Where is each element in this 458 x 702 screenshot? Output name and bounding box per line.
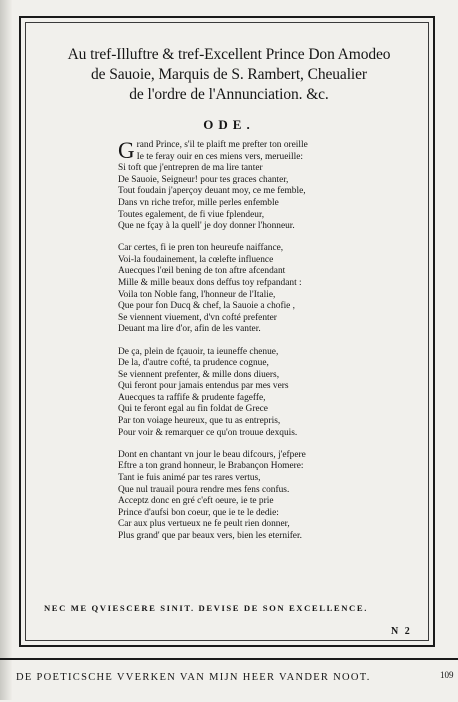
poem-line: Acceptz donc en gré c'eft oeure, ie te prie [118,496,274,507]
running-footer-title: DE POETICSCHE VVERKEN VAN MIJN HEER VANDER NOOT. [16,672,371,683]
poem-line: Deuant ma lire d'or, afin de les vanter. [118,324,261,335]
poem-line: Que pour fon Ducq & chef, la Sauoie a chofie , [118,301,296,312]
poem-line: Qui feront pour jamais entendus par mes vers [118,381,289,392]
page-number: 109 [440,670,454,680]
poem-line: Se viennent prefenter, & mille dons diuers, [118,369,280,380]
poem-line: Pour voir & remarquer ce qu'on trouue dexquis. [118,427,298,438]
poem-line: rand Prince, s'il te plaift me prefter ton oreille [136,140,308,150]
poem-line: Si toft que j'entrepren de ma lire tanter [118,163,263,174]
signature-mark: N 2 [391,626,412,637]
poem-line: Mille & mille beaux dons deffus toy refpandant : [118,278,302,289]
stanza [118,140,418,233]
poem-line: Qui te feront egal au fin foldat de Grece [118,404,268,415]
poem-line: Dans vn riche trefor, mille perles enfemble [118,197,279,208]
drop-cap: G [118,138,135,163]
poem-line: Par ton voiage heureux, que tu as entrepris, [118,416,281,427]
poem-line: Eftre a ton grand honneur, le Brabançon Homere: [118,461,304,472]
stanza [118,450,418,543]
poem-line: Se viennent viuement, d'vn cofté prefenter [118,312,277,323]
poem-line: Tout foudain j'aperçoy deuant moy, ce me femble, [118,186,306,197]
poem-line: Toutes egalement, de fi viue fplendeur, [118,209,265,220]
poem-line: De ça, plein de fçauoir, ta ieuneffe chenue, [118,346,279,357]
poem-body [118,140,418,553]
poem-line: Car aux plus vertueux ne fe peult rien donner, [118,519,290,530]
dedication-heading [20,45,438,105]
device-motto: NEC ME QVIESCERE SINIT. DEVISE DE SON EXCELLENCE. [44,603,368,613]
dedication-line-3: de l'ordre de l'Annunciation. &c. [129,86,329,103]
ode-title: ODE. [203,117,255,132]
stanza [118,347,418,440]
dedication-line-1: Au tref-Illuftre & tref-Excellent Prince Don Amodeo [67,46,391,63]
poem-line: Ie te feray ouir en ces miens vers, merueille: [136,151,303,162]
dedication-line-2: de Sauoie, Marquis de S. Rambert, Cheualier [91,66,367,83]
poem-line: Voi-la foudainement, la cœlefte influence [118,254,274,265]
poem-line: Prince d'aufsi bon coeur, que ie te le dedie: [118,507,279,518]
poem-line: Dont en chantant vn jour le beau difcours, j'efpere [118,449,306,460]
poem-line: Que ne fçay à la quell' je doy donner l'honneur. [118,221,295,232]
poem-line: Plus grand' que par beaux vers, bien les eternifer. [118,530,302,541]
poem-line: Que nul trauail poura rendre mes fens confus. [118,484,290,495]
poem-line: Car certes, fi ie pren ton heureufe naiffance, [118,243,284,254]
poem-line: De la, d'autre cofté, ta prudence cognue, [118,358,269,369]
poem-line: Auecques ta raffife & prudente fageffe, [118,392,266,403]
poem-line: Tant ie fuis animé par tes rares vertus, [118,472,261,483]
stanza [118,243,418,336]
poem-line: De Sauoie, Seigneur! pour tes graces chanter, [118,174,289,185]
poem-line: Auecques l'œil bening de ton aftre afcendant [118,266,286,277]
page-edge-shadow [0,0,12,700]
poem-line: Voila ton Noble fang, l'honneur de l'Italie, [118,289,276,300]
